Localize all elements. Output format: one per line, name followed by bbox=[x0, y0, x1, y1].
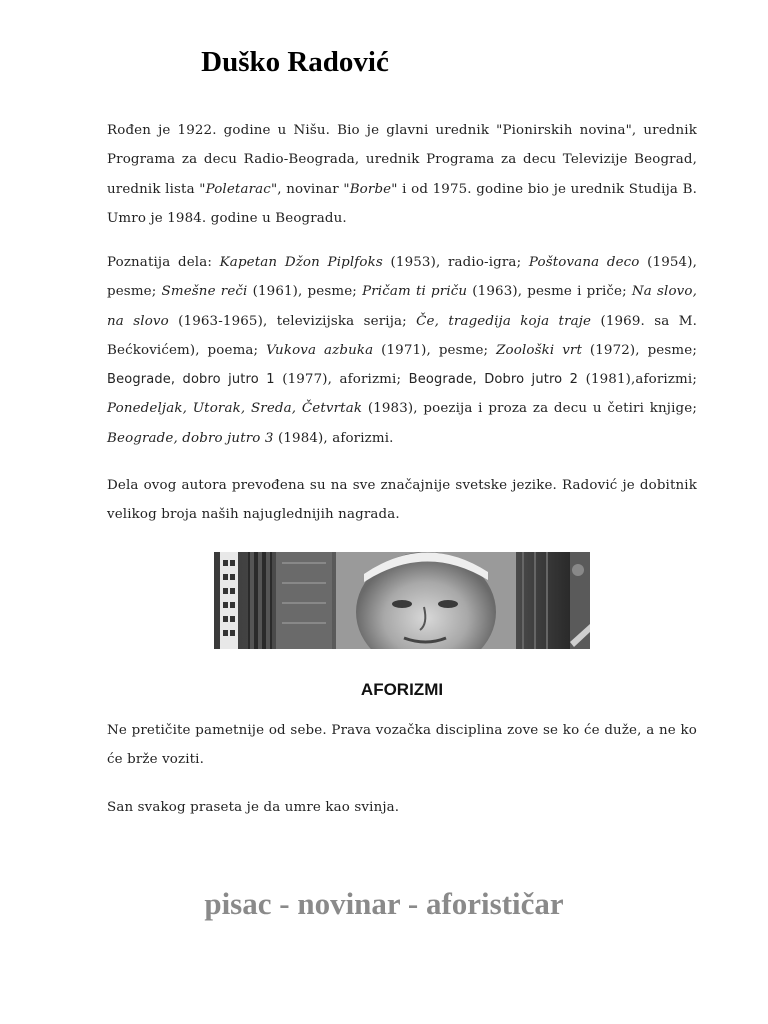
author-photo-image bbox=[214, 552, 590, 649]
work-title: Pričam ti priču bbox=[362, 284, 468, 300]
work-title: Smešne reči bbox=[161, 284, 248, 300]
works-text: (1983), poezija i proza za decu u četiri knjige; bbox=[362, 401, 697, 417]
works-text: (1963), pesme i priče; bbox=[467, 284, 632, 300]
works-text: (1971), pesme; bbox=[373, 342, 497, 358]
works-text: Poznatija dela: bbox=[107, 255, 220, 270]
section-heading: AFORIZMI bbox=[360, 680, 444, 699]
work-title: Beograde, Dobro jutro 2 bbox=[408, 372, 579, 388]
bio-italic-borbe: Borbe bbox=[349, 181, 392, 197]
aphorism: San svakog praseta je da umre kao svinja. bbox=[107, 800, 400, 815]
bio-text: Rođen je 1922. godine u Nišu. Bio je glavni urednik "Pionirskih novina", urednik Programa za decu Radio-Beograda, urednik Programa za decu Televizije Beograd, urednik lista " bbox=[107, 123, 697, 197]
work-title: Vukova azbuka bbox=[266, 342, 374, 358]
works-text: (1953), radio-igra; bbox=[382, 255, 529, 270]
works-text: (1969. sa M. Bećkovićem), poema; bbox=[107, 313, 698, 358]
works-text: (1963-1965), televizijska serija; bbox=[168, 313, 417, 329]
footer-tagline: pisac - novinar - aforističar bbox=[204, 886, 564, 921]
work-title: Kapetan Džon Piplfoks bbox=[219, 255, 383, 270]
work-title: Na slovo, na slovo bbox=[107, 284, 697, 329]
works-text: (1972), pesme; bbox=[582, 342, 697, 358]
work-title: Poštovana deco bbox=[528, 255, 640, 270]
works-text: (1984), aforizmi. bbox=[273, 430, 394, 446]
bio-italic-poletarac: Poletarac bbox=[205, 181, 271, 197]
works-paragraph bbox=[107, 248, 697, 453]
work-title: Beograde, dobro jutro 1 bbox=[107, 372, 275, 388]
aphorism: Ne pretičite pametnije od sebe. Prava vozačka disciplina zove se ko će duže, a ne ko će brže voziti. bbox=[107, 723, 697, 768]
works-text: (1981),aforizmi; bbox=[578, 372, 698, 388]
work-title: Če, tragedija koja traje bbox=[416, 313, 592, 329]
works-text: (1977), aforizmi; bbox=[274, 372, 409, 388]
bio-text: ", novinar " bbox=[270, 181, 350, 197]
page-title: Duško Radović bbox=[201, 46, 389, 78]
bio-text: " i od 1975. godine bio je urednik Studija B. Umro je 1984. godine u Beogradu. bbox=[107, 181, 697, 226]
translations-paragraph: Dela ovog autora prevođena su na sve značajnije svetske jezike. Radović je dobitnik velikog broja naših najuglednijih nagrada. bbox=[107, 478, 697, 523]
work-title: Zoološki vrt bbox=[496, 342, 583, 358]
biography-paragraph bbox=[107, 116, 697, 233]
works-text: (1954), pesme; bbox=[107, 255, 698, 300]
work-title: Ponedeljak, Utorak, Sreda, Četvrtak bbox=[107, 401, 363, 417]
work-title: Beograde, dobro jutro 3 bbox=[107, 430, 274, 446]
works-text: (1961), pesme; bbox=[247, 284, 363, 300]
author-photo bbox=[214, 552, 590, 649]
